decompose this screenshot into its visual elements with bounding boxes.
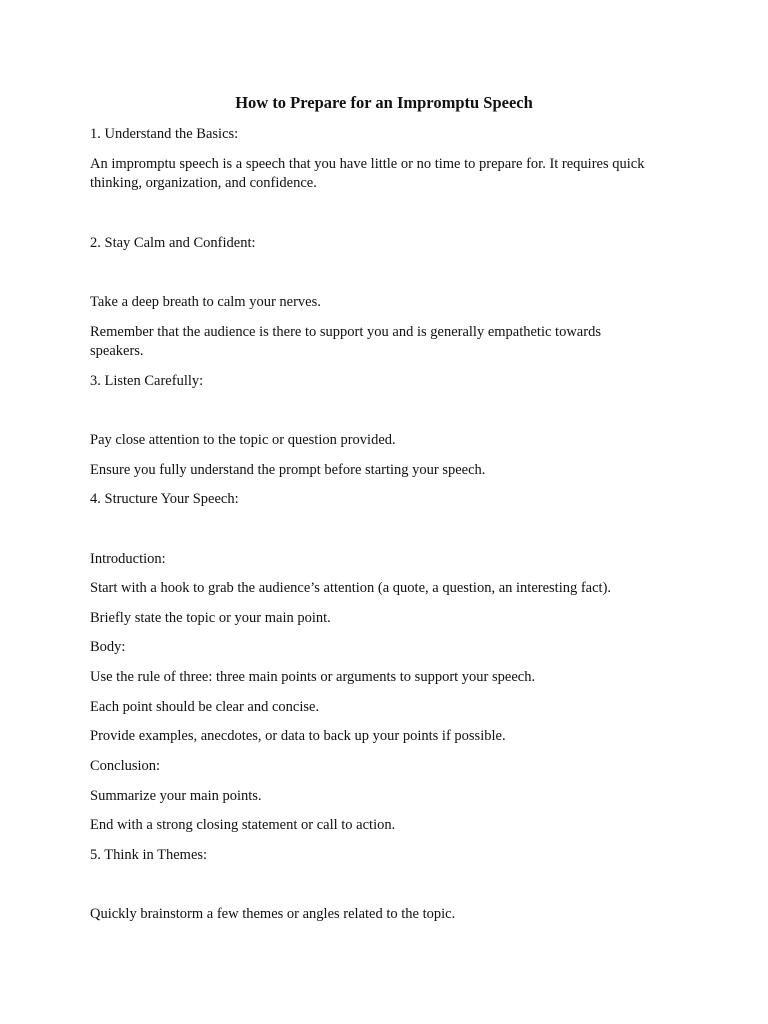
subheading-body: Body:: [90, 639, 126, 655]
paragraph-line: thinking, organization, and confidence.: [90, 175, 317, 191]
paragraph-line: speakers.: [90, 343, 144, 359]
paragraph-line: Start with a hook to grab the audience’s attention (a quote, a question, an interesting fact).: [90, 580, 612, 596]
document-title: How to Prepare for an Impromptu Speech: [235, 93, 533, 112]
section-heading-listen-carefully: 3. Listen Carefully:: [90, 373, 204, 389]
paragraph-line: Take a deep breath to calm your nerves.: [90, 294, 321, 310]
paragraph-line: Summarize your main points.: [90, 788, 262, 804]
paragraph-line: Quickly brainstorm a few themes or angles related to the topic.: [90, 906, 456, 922]
paragraph-line: Pay close attention to the topic or question provided.: [90, 432, 396, 448]
section-heading-understand-basics: 1. Understand the Basics:: [90, 126, 239, 142]
subheading-conclusion: Conclusion:: [90, 758, 161, 774]
paragraph-line: End with a strong closing statement or call to action.: [90, 817, 396, 833]
paragraph-line: Each point should be clear and concise.: [90, 699, 320, 715]
paragraph-line: Remember that the audience is there to support you and is generally empathetic towards: [90, 324, 601, 340]
section-heading-think-themes: 5. Think in Themes:: [90, 847, 208, 863]
section-heading-structure-speech: 4. Structure Your Speech:: [90, 491, 239, 507]
paragraph-line: Briefly state the topic or your main point.: [90, 610, 331, 626]
paragraph-line: Use the rule of three: three main points or arguments to support your speech.: [90, 669, 536, 685]
subheading-introduction: Introduction:: [90, 551, 166, 567]
paragraph-line: An impromptu speech is a speech that you have little or no time to prepare for. It requires quick: [90, 156, 645, 172]
section-heading-stay-calm: 2. Stay Calm and Confident:: [90, 235, 256, 251]
paragraph-line: Provide examples, anecdotes, or data to back up your points if possible.: [90, 728, 506, 744]
paragraph-line: Ensure you fully understand the prompt before starting your speech.: [90, 462, 486, 478]
